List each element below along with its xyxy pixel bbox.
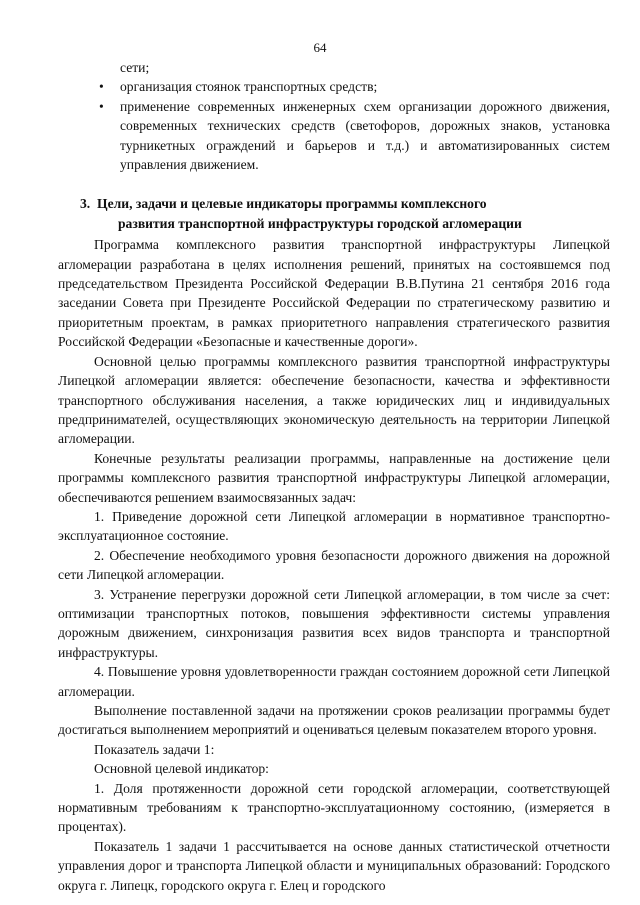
paragraph-results: Конечные результаты реализации программы, направленные на достижение цели программы комплексного развития транспортной инфраструктуры Липецкой агломерации, обеспечиваются решением взаимосвязанных задач: — [58, 450, 610, 505]
task-item-4: 4. Повышение уровня удовлетворенности граждан состоянием дорожной сети Липецкой агломерации. — [58, 664, 610, 699]
page-number: 64 — [313, 40, 327, 55]
section-number: 3. — [80, 196, 91, 212]
list-tail: сети; — [120, 60, 150, 75]
section-heading — [58, 194, 610, 233]
task-item-1: 1. Приведение дорожной сети Липецкой агломерации в нормативное транспортно-эксплуатационное состояние. — [58, 508, 610, 544]
bullet-text: применение современных инженерных схем организации дорожного движения, современных технических средств (светофоров, дорожных знаков, установка турникетных ограждений и барьеров и т.д.) и автоматизированных систем управления движением. — [120, 98, 610, 173]
paragraph-main-goal: Основной целью программы комплексного развития транспортной инфраструктуры Липецкой агломерации является: обеспечение безопасности, качества и эффективности транспортного обслуживания населения, а также юридических лиц и индивидуальных предпринимателей, осуществляющих экономическую деятельность на территории Липецкой агломерации. — [58, 353, 610, 447]
paragraph-program-purpose: Программа комплексного развития транспортной инфраструктуры Липецкой агломерации разработана в целях исполнения решений, принятых на состоявшемся под председательством Президента Российской Федерации В.В.Путина 21 сентября 2016 года заседании Совета при Президенте Российской Федерации по стратегическому развитию и приоритетным проектам, в рамках приоритетного направления стратегического развития Российской Федерации «Безопасные и качественные дороги». — [58, 237, 610, 350]
bullet-icon: • — [99, 98, 104, 114]
paragraph-indicator-label: Показатель задачи 1: — [94, 741, 215, 757]
task-item-2: 2. Обеспечение необходимого уровня безопасности дорожного движения на дорожной сети Липецкой агломерации. — [58, 547, 610, 583]
bullet-text: организация стоянок транспортных средств; — [120, 79, 378, 95]
paragraph-main-indicator: Основной целевой индикатор: — [94, 761, 269, 777]
task-item-3: 3. Устранение перегрузки дорожной сети Липецкой агломерации, в том числе за счет: оптимизации транспортных потоков, повышения эффективности системы управления дорожным движением, синхронизация развития всех видов транспорта и транспортной инфраструктуры. — [58, 586, 610, 660]
section-heading-line1 — [80, 194, 610, 213]
indicator-item-1: 1. Доля протяженности дорожной сети городской агломерации, соответствующей нормативным требованиям к транспортно-эксплуатационному состоянию, (измеряется в процентах). — [58, 780, 610, 835]
paragraph-calculation: Показатель 1 задачи 1 рассчитывается на основе данных статистической отчетности управления дорог и транспорта Липецкой области и муниципальных образований: Городского округа г. Липецк, городского округа г. Елец и городского — [58, 838, 610, 893]
bullet-icon: • — [99, 79, 104, 95]
paragraph-execution: Выполнение поставленной задачи на протяжении сроков реализации программы будет достигаться выполнением мероприятий и оцениваться целевым показателем второго уровня. — [58, 703, 610, 738]
page-body — [58, 58, 610, 895]
section-title-line2: развития транспортной инфраструктуры городской агломерации — [118, 215, 522, 231]
bullet-item — [58, 97, 610, 175]
bullet-item — [58, 77, 610, 96]
section-title-line1: Цели, задачи и целевые индикаторы программы комплексного — [97, 196, 487, 212]
